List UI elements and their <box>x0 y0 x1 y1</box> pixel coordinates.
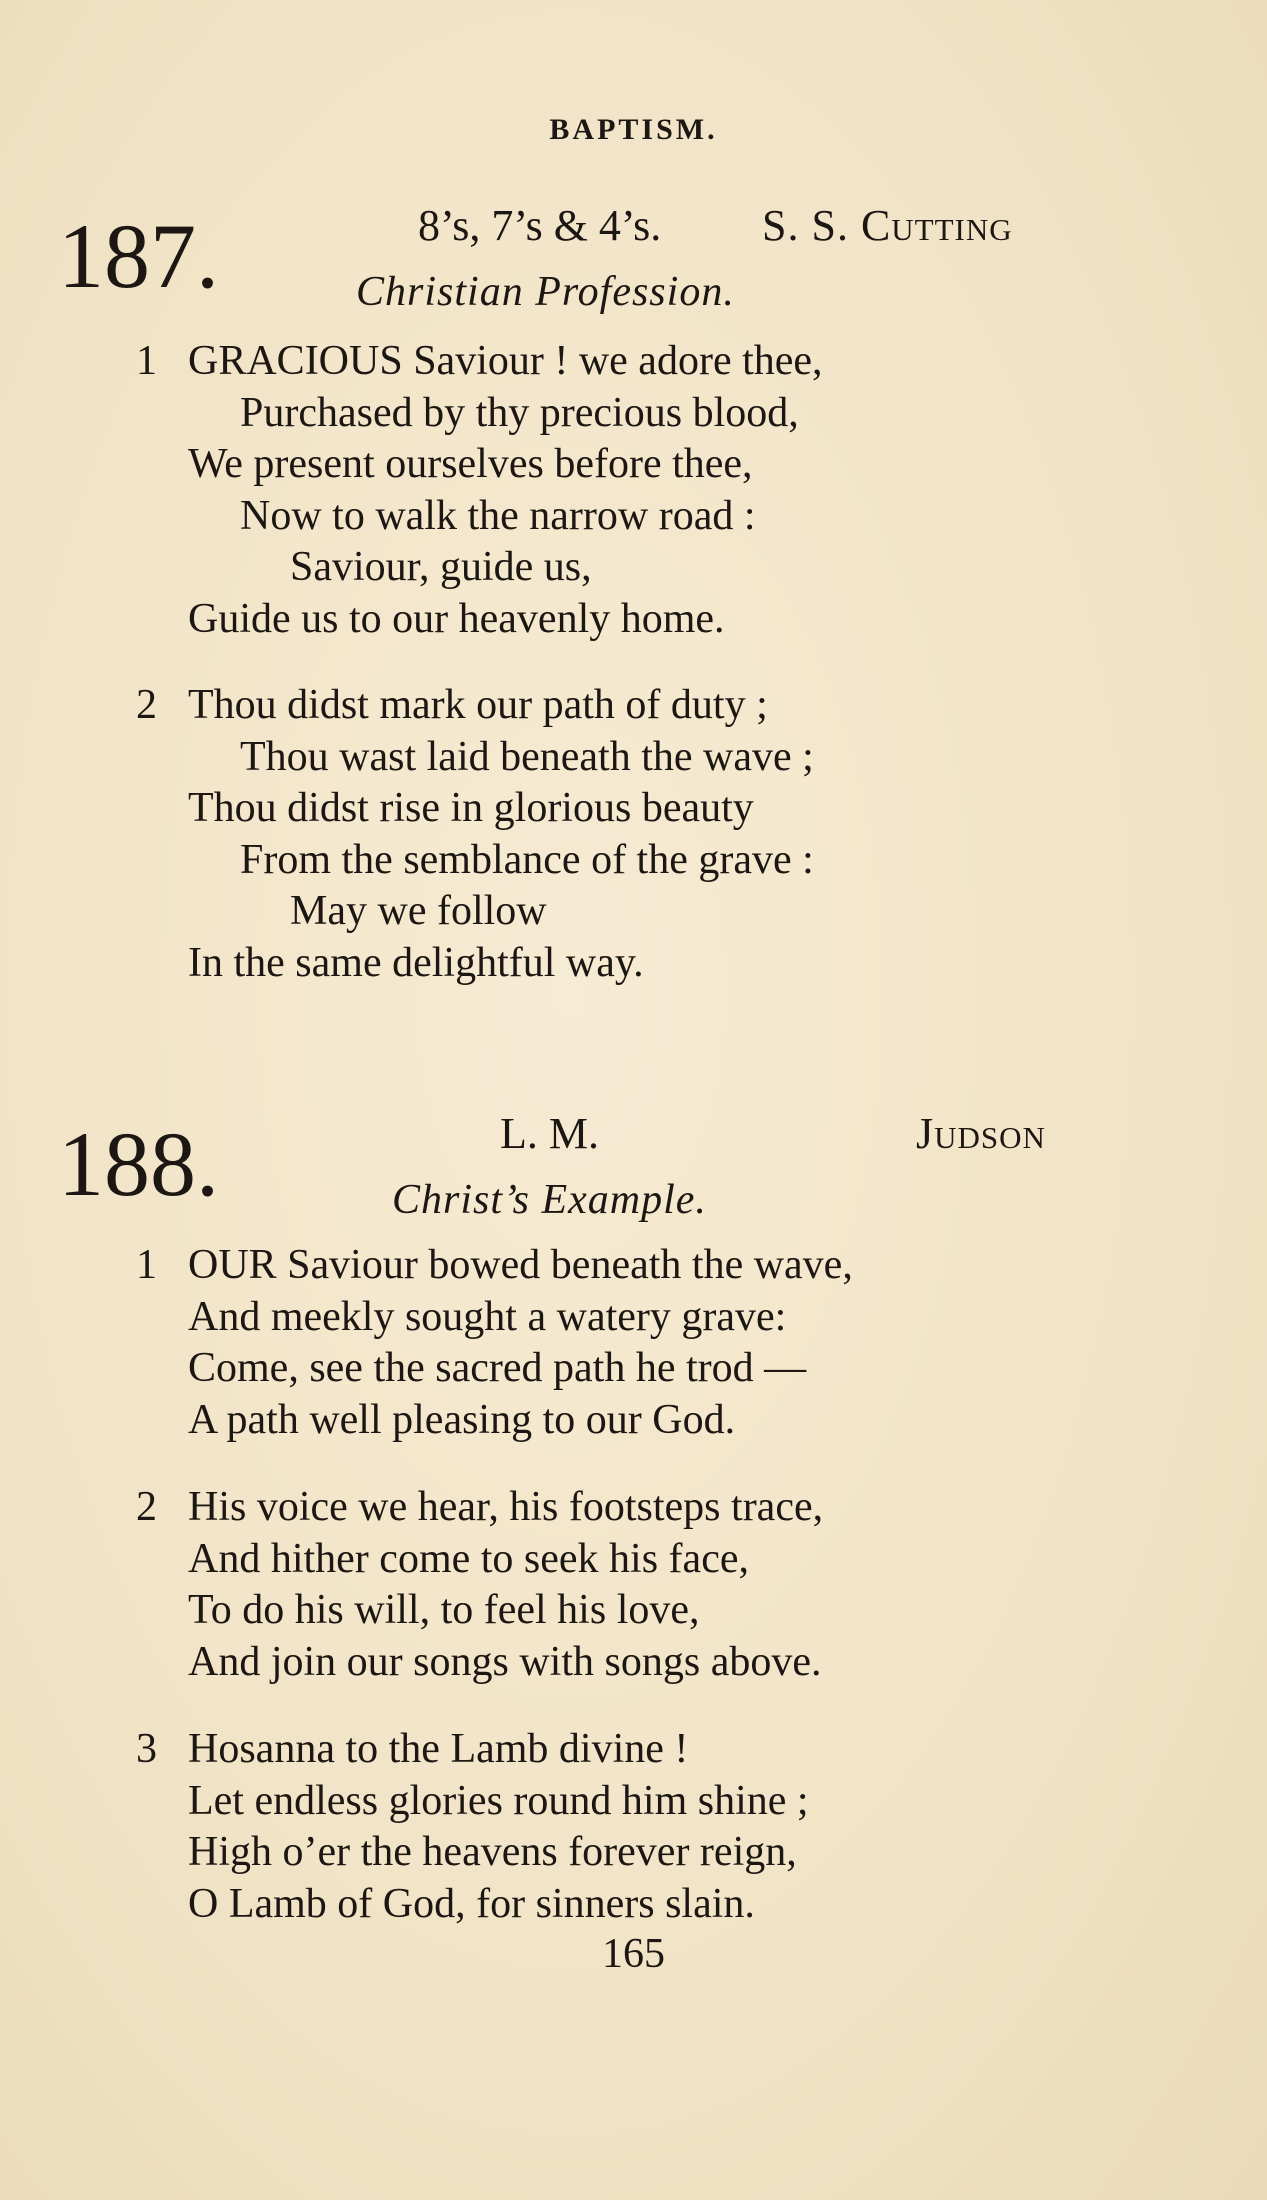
verse-line: Now to walk the narrow road : <box>240 492 756 539</box>
verse-line: O Lamb of God, for sinners slain. <box>188 1880 755 1927</box>
verse-line: And meekly sought a watery grave: <box>188 1293 787 1340</box>
verse-line: Hosanna to the Lamb divine ! <box>188 1726 689 1772</box>
verse-line: A path well pleasing to our God. <box>188 1396 736 1443</box>
hymn-meter: L. M. <box>500 1109 599 1158</box>
verse-line: From the semblance of the grave : <box>240 836 814 883</box>
hymn-meter: 8’s, 7’s & 4’s. <box>418 201 662 250</box>
verse-line: Let endless glories round him shine ; <box>188 1777 809 1824</box>
verse-line: Guide us to our heavenly home. <box>188 595 725 642</box>
verse-line: May we follow <box>290 888 547 934</box>
verse-line: OUR Saviour bowed beneath the wave, <box>188 1242 853 1288</box>
verse-line: Come, see the sacred path he trod — <box>188 1345 807 1391</box>
hymn-subtitle: Christian Profession. <box>356 269 735 315</box>
verse-number: 3 <box>136 1726 157 1772</box>
verse-number: 2 <box>136 682 157 728</box>
verse-line: Thou wast laid beneath the wave ; <box>240 733 814 780</box>
verse-line: We present ourselves before thee, <box>188 441 753 487</box>
verse-number: 2 <box>136 1484 157 1530</box>
verse-line: To do his will, to feel his love, <box>188 1587 700 1633</box>
verse-line: High o’er the heavens forever reign, <box>188 1829 797 1875</box>
verse-line: Thou didst rise in glorious beauty <box>188 785 754 831</box>
hymn-subtitle: Christ’s Example. <box>392 1177 707 1223</box>
verse-line: Saviour, guide us, <box>290 544 592 590</box>
verse-number: 1 <box>136 338 157 384</box>
verse-line: And join our songs with songs above. <box>188 1638 822 1685</box>
hymn-number: 188. <box>58 1113 219 1215</box>
section-header: BAPTISM. <box>549 113 718 146</box>
hymn-author: Judson <box>916 1109 1046 1158</box>
verse-line: GRACIOUS Saviour ! we adore thee, <box>188 338 823 384</box>
verse-number: 1 <box>136 1242 157 1288</box>
verse-line: Thou didst mark our path of duty ; <box>188 682 768 728</box>
hymn-number: 187. <box>58 205 219 307</box>
page-number: 165 <box>602 1931 665 1977</box>
verse-line: Purchased by thy precious blood, <box>240 389 799 436</box>
hymn-author: S. S. Cutting <box>762 201 1013 250</box>
verse-line: In the same delightful way. <box>188 939 644 986</box>
verse-line: His voice we hear, his footsteps trace, <box>188 1484 824 1530</box>
verse-line: And hither come to seek his face, <box>188 1535 749 1582</box>
